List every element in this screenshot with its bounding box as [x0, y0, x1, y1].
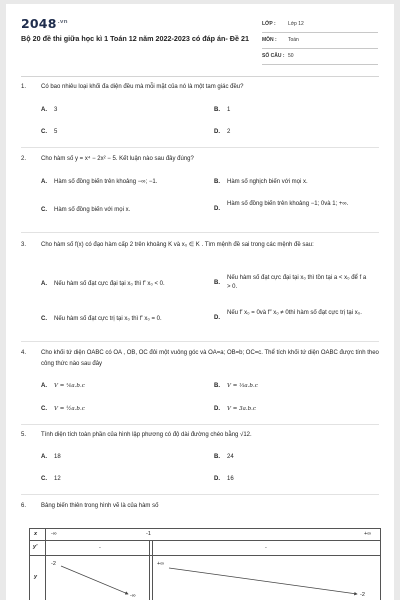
option-text: 1 — [227, 107, 231, 113]
row-label-x: x — [34, 531, 38, 537]
question-divider — [21, 147, 379, 148]
question-stem: Có bao nhiêu loại khối đa diện đều mà mỗi mặt của nó là một tam giác đều? — [41, 84, 244, 90]
header-divider — [21, 76, 379, 77]
row-label-yprime: y' — [33, 544, 38, 550]
y-value: -2 — [360, 592, 365, 598]
exam-page — [6, 4, 394, 600]
option-label: A. — [41, 107, 47, 113]
yprime-sign: - — [265, 545, 267, 551]
option-text: V = ⅓a.b.c — [227, 383, 258, 389]
option-text: V = 3a.b.c — [227, 406, 256, 412]
question-divider — [21, 424, 379, 425]
decreasing-arrow — [169, 568, 357, 594]
option-label: A. — [41, 454, 47, 460]
option-text: 18 — [54, 454, 61, 460]
meta-row-class — [262, 17, 378, 33]
option-label: D. — [214, 315, 220, 321]
question-number: 6. — [21, 503, 27, 509]
option-text: Nếu hàm số đạt cực đại tại x₀ thì f′ x₀ < 0. — [54, 281, 165, 287]
meta-value: Toán — [288, 37, 299, 43]
option-label: A. — [41, 281, 47, 287]
option-text: Hàm số nghịch biến với mọi x. — [227, 179, 308, 185]
x-value: -∞ — [51, 531, 57, 537]
decreasing-arrow — [61, 566, 128, 594]
yprime-sign: - — [99, 545, 101, 551]
option-text: V = ½a.b.c — [54, 406, 85, 412]
option-label: D. — [214, 406, 220, 412]
meta-key: LỚP : — [262, 21, 276, 27]
option-label: D. — [214, 206, 220, 212]
meta-key: MÔN : — [262, 37, 277, 43]
exam-title: Bộ 20 đề thi giữa học kì 1 Toán 12 năm 2022-2023 có đáp án- Đề 21 — [21, 34, 249, 43]
meta-value: Lớp 12 — [288, 21, 304, 27]
x-value: +∞ — [364, 531, 372, 537]
option-label: A. — [41, 179, 47, 185]
question-divider — [21, 232, 379, 233]
option-text: 16 — [227, 476, 234, 482]
option-text: Hàm số đồng biến với mọi x. — [54, 207, 131, 213]
option-label: C. — [41, 476, 47, 482]
question-number: 2. — [21, 156, 27, 162]
question-divider — [21, 341, 379, 342]
option-text: Hàm số đồng biến trên khoảng −1; 0và 1; +∞. — [227, 201, 349, 207]
meta-row-subject — [262, 33, 378, 49]
question-number: 1. — [21, 84, 27, 90]
option-text: 2 — [227, 129, 231, 135]
option-text: Nếu hàm số đạt cực trị tại x₀ thì f′ x₀ = 0. — [54, 316, 162, 322]
option-text: Hàm số đồng biến trên khoảng −∞; −1. — [54, 179, 158, 185]
option-text: 3 — [54, 107, 58, 113]
question-number: 3. — [21, 242, 27, 248]
meta-key: SỐ CÂU : — [262, 53, 285, 59]
option-text: V = ⅙a.b.c — [54, 383, 85, 389]
variation-arrows — [29, 528, 381, 600]
logo-suffix: .vn — [57, 18, 68, 25]
option-label: B. — [214, 107, 220, 113]
question-number: 5. — [21, 432, 27, 438]
option-label: C. — [41, 207, 47, 213]
option-label: C. — [41, 406, 47, 412]
site-logo[interactable] — [21, 16, 68, 31]
option-label: D. — [214, 476, 220, 482]
x-value: -1 — [146, 531, 151, 537]
option-label: D. — [214, 129, 220, 135]
meta-value: 50 — [288, 53, 294, 59]
option-label: B. — [214, 454, 220, 460]
question-stem: Cho hàm số f(x) có đạo hàm cấp 2 trên khoảng K và x₀ ∈ K . Tìm mệnh đề sai trong các mệnh đề sau: — [41, 242, 314, 248]
meta-row-count — [262, 49, 378, 65]
option-label: B. — [214, 179, 220, 185]
question-stem: Tính diện tích toàn phần của hình lập phương có độ dài đường chéo bằng √12. — [41, 432, 252, 438]
y-value: -∞ — [130, 593, 136, 599]
question-stem: Cho hàm số y = x⁴ − 2x² − 5. Kết luận nào sau đây đúng? — [41, 156, 194, 162]
option-text: 12 — [54, 476, 61, 482]
question-number: 4. — [21, 350, 27, 356]
variation-table — [29, 528, 381, 600]
logo-text: 2048 — [21, 16, 57, 31]
option-label: B. — [214, 383, 220, 389]
option-label: A. — [41, 383, 47, 389]
y-value: +∞ — [157, 561, 165, 567]
option-text: Nếu f′ x₀ = 0và f″ x₀ ≠ 0thì hàm số đạt cực trị tại x₀. — [227, 310, 362, 316]
row-label-y: y — [34, 574, 38, 580]
question-stem: Bảng biến thiên trong hình vẽ là của hàm số — [41, 503, 159, 509]
y-value: -2 — [51, 561, 56, 567]
option-label: C. — [41, 316, 47, 322]
question-stem: Cho khối tứ diện OABC có OA , OB, OC đôi một vuông góc và OA=a; OB=b; OC=c. Thể tích khối tứ diện OABC được tính theo công thức nào sau đây — [41, 350, 379, 367]
option-text: 5 — [54, 129, 58, 135]
option-text: Nếu hàm số đạt cực đại tại x₀ thì tồn tại a < x₀ để f a > 0. — [227, 275, 367, 290]
option-label: C. — [41, 129, 47, 135]
question-divider — [21, 494, 379, 495]
option-label: B. — [214, 280, 220, 286]
exam-meta — [262, 17, 378, 65]
option-text: 24 — [227, 454, 234, 460]
